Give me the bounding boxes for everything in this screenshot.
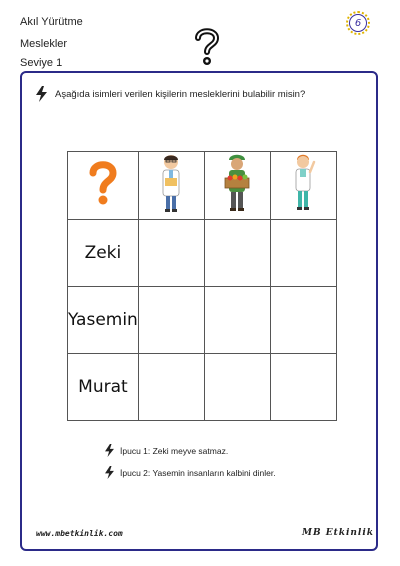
grid-row-zeki [68, 220, 337, 287]
grid-header-doctor [138, 152, 204, 220]
answer-cell[interactable] [138, 354, 204, 421]
brand-signature: MB Etkinlik [302, 528, 374, 538]
answer-cell[interactable] [204, 220, 270, 287]
hint-text: İpucu 2: Yasemin insanların kalbini dinler. [120, 467, 276, 478]
page-number-badge [346, 11, 370, 35]
grid-corner-cell [68, 152, 139, 220]
level-label: Seviye 1 [20, 57, 63, 69]
row-name-cell [68, 220, 139, 287]
subject-title: Akıl Yürütme [20, 16, 83, 28]
page-number: 6 [349, 14, 367, 32]
lightning-icon [36, 86, 47, 102]
person-name: Zeki [84, 243, 122, 263]
instruction-text: Aşağıda isimleri verilen kişilerin mesleklerini bulabilir misin? [55, 88, 306, 100]
website-link[interactable]: www.mbetkinlik.com [36, 529, 123, 538]
grid-header-nurse [270, 152, 336, 220]
hint-2 [105, 466, 276, 479]
hint-text: İpucu 1: Zeki meyve satmaz. [120, 445, 229, 456]
person-name: Yasemin [68, 310, 138, 330]
lightning-icon [105, 444, 114, 457]
grid-header-row [68, 152, 337, 220]
grid-row-murat [68, 354, 337, 421]
answer-cell[interactable] [270, 354, 336, 421]
answer-cell[interactable] [204, 354, 270, 421]
grid-header-fruit-seller [204, 152, 270, 220]
answer-cell[interactable] [138, 220, 204, 287]
instruction [36, 86, 305, 102]
fruit-seller-icon [220, 152, 254, 214]
topic-title: Meslekler [20, 38, 68, 50]
hint-1 [105, 444, 228, 457]
logic-grid [67, 151, 337, 421]
row-name-cell [68, 354, 139, 421]
answer-cell[interactable] [204, 287, 270, 354]
doctor-icon [156, 152, 186, 214]
question-mark-icon [86, 159, 120, 207]
person-name: Murat [78, 377, 128, 397]
header-question-mark-icon [192, 26, 222, 68]
grid-row-yasemin [68, 287, 337, 354]
answer-cell[interactable] [270, 287, 336, 354]
nurse-icon [288, 152, 318, 214]
answer-cell[interactable] [270, 220, 336, 287]
row-name-cell [68, 287, 139, 354]
lightning-icon [105, 466, 114, 479]
answer-cell[interactable] [138, 287, 204, 354]
